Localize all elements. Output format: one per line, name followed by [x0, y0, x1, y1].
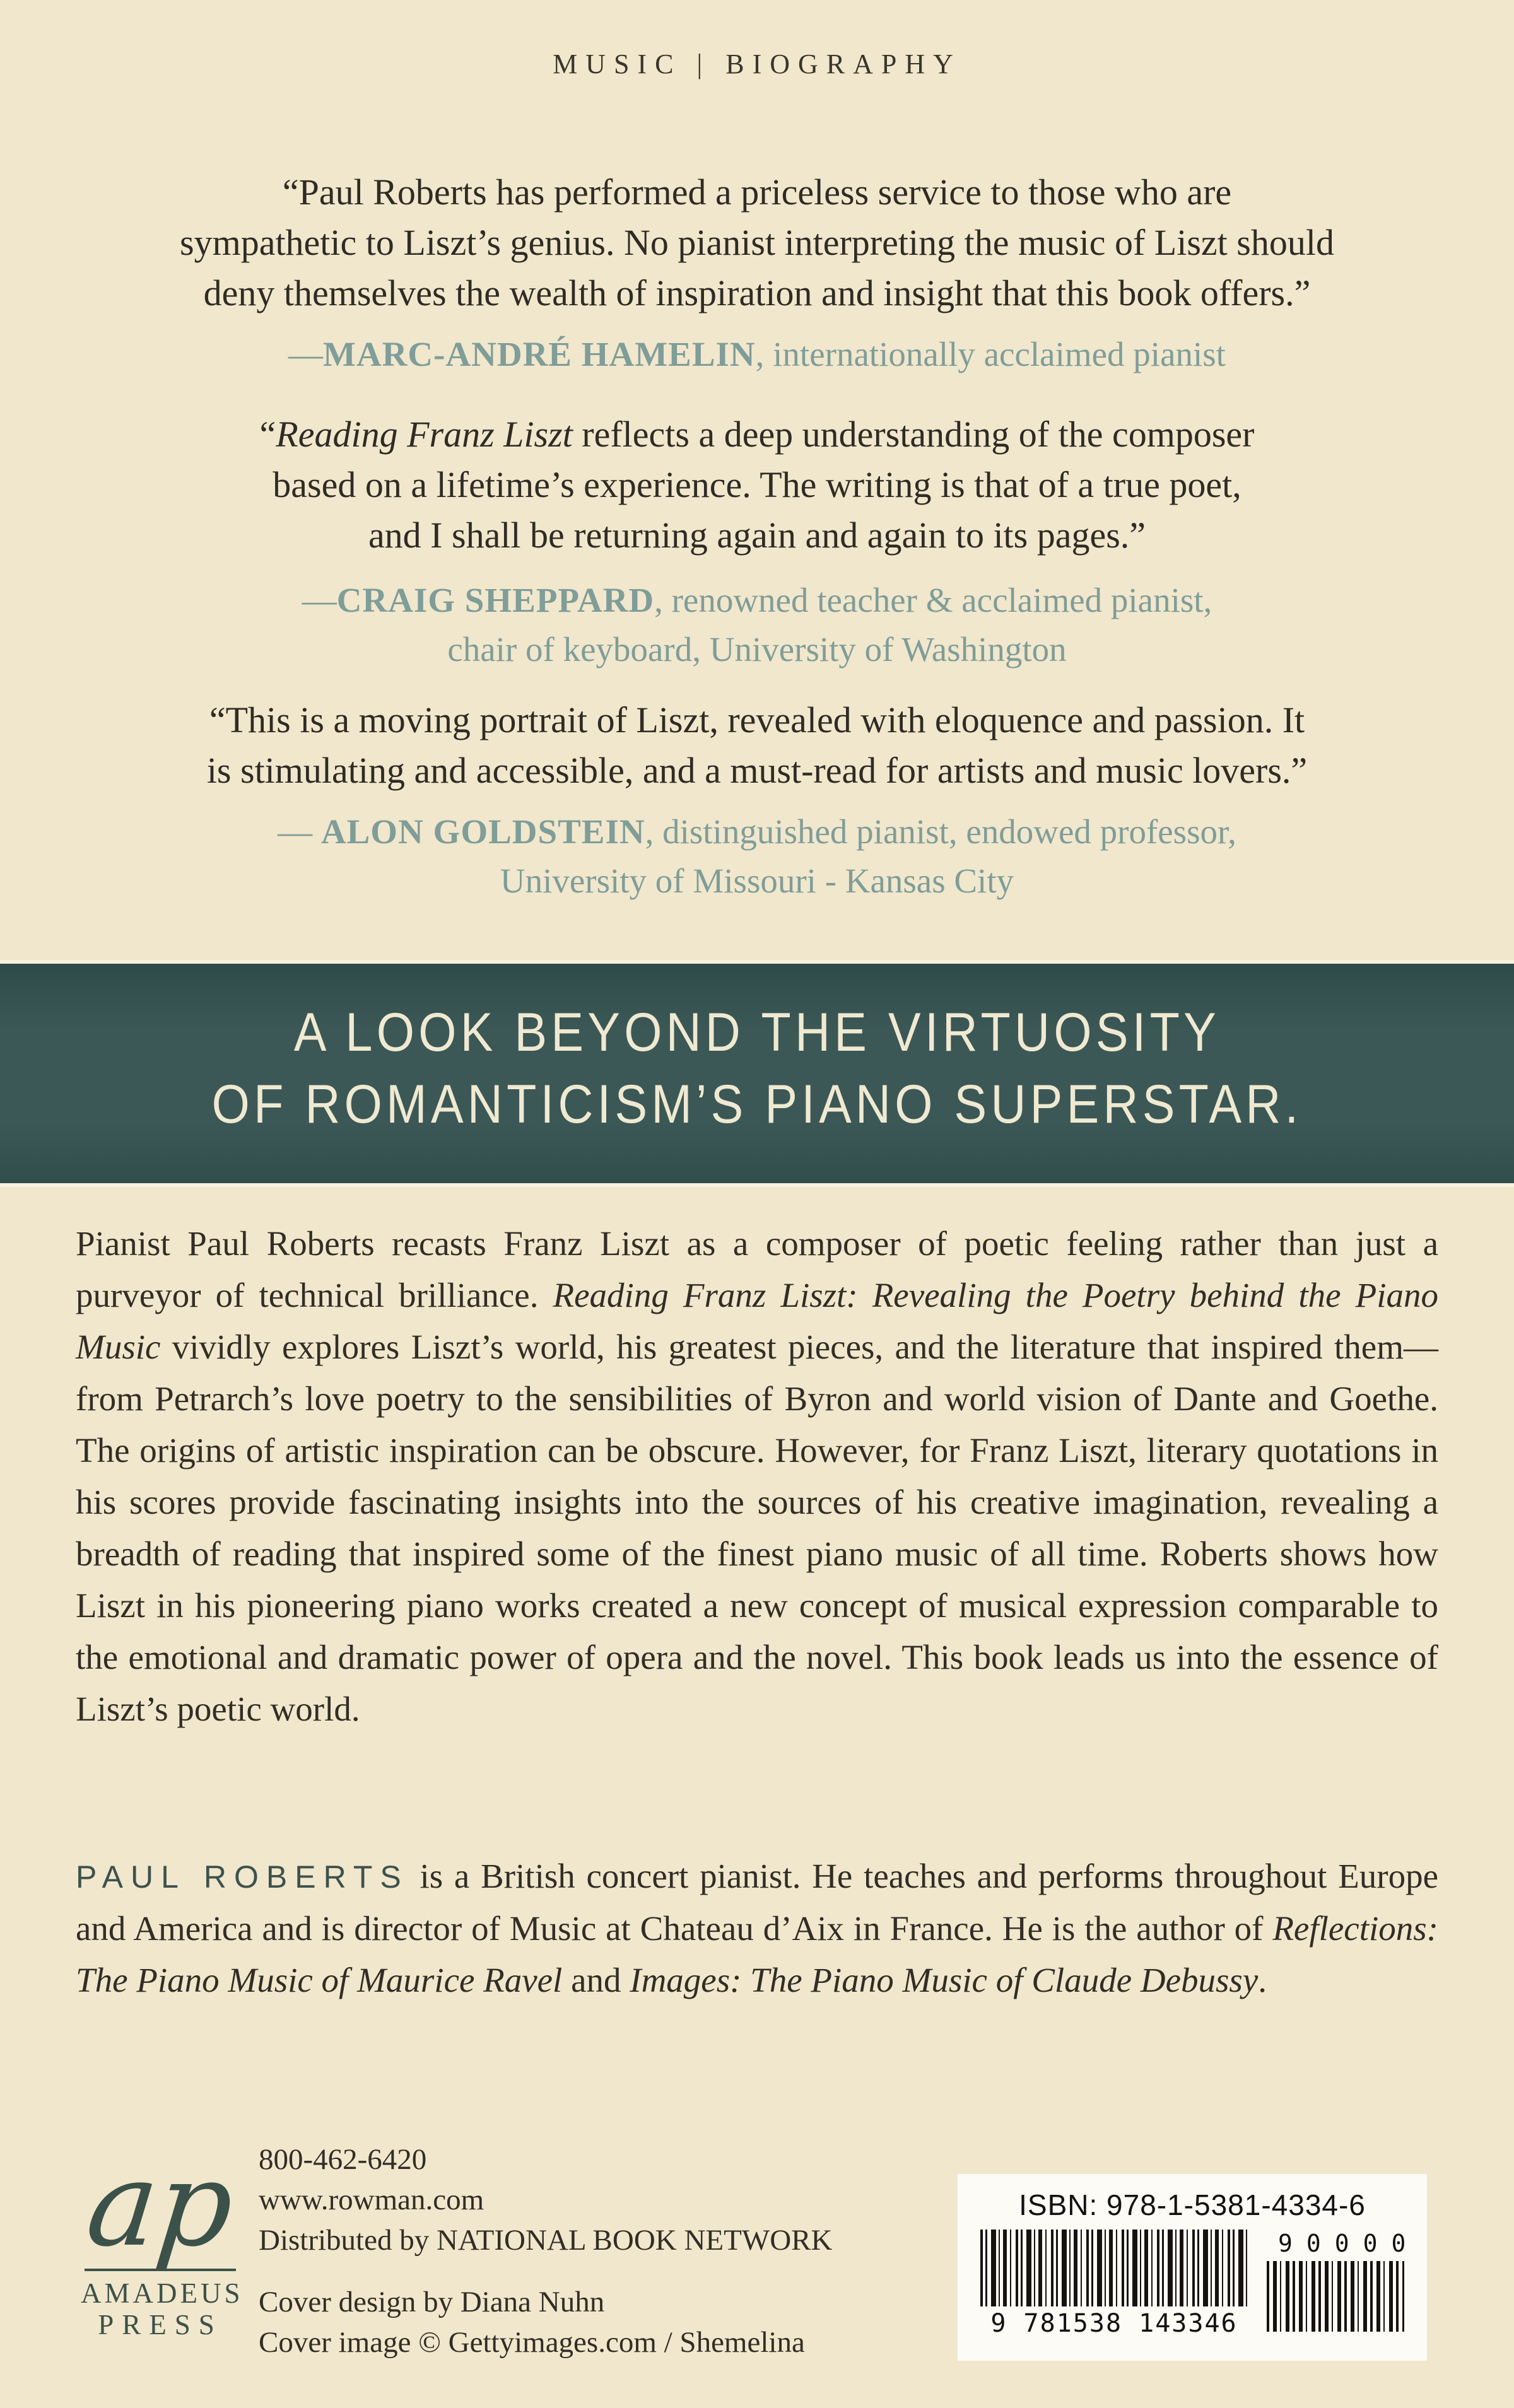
- description-text: vividly explores Liszt’s world, his greatest pieces, and the literature that inspired them—from Petrarch’s love poetry to the sensibilities of Byron and world vision of Dante and Goethe. The origins of artistic inspiration can be obscure. However, for Franz Liszt, literary quotations in his scores provide fascinating insights into the sources of his creative imagination, revealing a breadth of reading that inspired some of the finest piano music of all time. Roberts shows how Liszt in his pioneering piano works created a new concept of musical expression comparable to the emotional and dramatic power of opera and the novel. This book leads us into the essence of Liszt’s poetic world.: [76, 1328, 1438, 1728]
- tagline-line: OF ROMANTICISM’S PIANO SUPERSTAR.: [211, 1074, 1303, 1135]
- reviewer-role: , distinguished pianist, endowed professor,: [645, 812, 1236, 851]
- cover-image-credit: Cover image © Gettyimages.com / Shemelina: [259, 2326, 805, 2359]
- distribution-note: Distributed by NATIONAL BOOK NETWORK: [259, 2224, 833, 2257]
- review-attribution-2: [0, 576, 1514, 674]
- quote-open: “: [259, 414, 276, 455]
- quote-text: reflects a deep understanding of the composer: [572, 414, 1255, 455]
- review-attribution-3: [0, 807, 1514, 906]
- publisher-contact-block: [259, 2139, 832, 2363]
- attribution-line: [0, 576, 1514, 625]
- reviewer-name: ALON GOLDSTEIN: [320, 812, 645, 851]
- attribution-line: chair of keyboard, University of Washington: [447, 630, 1067, 669]
- isbn-label: ISBN: 978-1-5381-4334-6: [1019, 2189, 1366, 2221]
- ean-digits: 9 781538 143346: [990, 2309, 1238, 2338]
- phone-number: 800-462-6420: [259, 2143, 427, 2176]
- cover-design-credit: Cover design by Diana Nuhn: [259, 2286, 605, 2318]
- category-label: MUSIC | BIOGRAPHY: [553, 49, 961, 79]
- barcode-panel: [958, 2174, 1427, 2361]
- quote-line: is stimulating and accessible, and a must-read for artists and music lovers.”: [206, 750, 1308, 791]
- addon-barcode-bars-icon: [1267, 2261, 1404, 2332]
- reviewer-role: , renowned teacher & acclaimed pianist,: [654, 581, 1212, 619]
- publisher-name-amadeus: AMADEUS: [81, 2277, 244, 2309]
- book-title-italic: Reflections: The Piano Music of Maurice Ravel: [76, 1909, 1438, 1999]
- tagline-banner: [0, 960, 1514, 1187]
- reviewer-role: , internationally acclaimed pianist: [755, 335, 1226, 373]
- review-quote-1: [0, 167, 1514, 319]
- author-bio-paragraph: [76, 1850, 1438, 2006]
- attribution-dash: —: [278, 812, 321, 851]
- reviewer-name: MARC-ANDRÉ HAMELIN: [323, 335, 756, 373]
- price-addon-digits: 90000: [1278, 2230, 1420, 2257]
- review-quote-3: [0, 695, 1514, 796]
- quote-line: and I shall be returning again and again to its pages.”: [368, 515, 1146, 556]
- publisher-name-press: PRESS: [98, 2309, 223, 2341]
- tagline-line: A LOOK BEYOND THE VIRTUOSITY: [293, 1002, 1221, 1063]
- ean-barcode-bars-icon: [980, 2230, 1248, 2306]
- review-attribution-1: [0, 330, 1514, 379]
- ean-barcode: [980, 2230, 1248, 2338]
- bio-text: is a British concert pianist. He teaches and performs throughout Europe and America and is director of Music at Chateau d’Aix in France. He is the author of: [76, 1857, 1438, 1948]
- barcode-row: [980, 2230, 1420, 2338]
- quote-line: [0, 409, 1514, 460]
- quote-line: “Paul Roberts has performed a priceless service to those who are: [282, 172, 1232, 213]
- quote-line: deny themselves the wealth of inspiration and insight that this book offers.”: [203, 272, 1311, 313]
- attribution-dash: —: [302, 581, 337, 619]
- quote-line: based on a lifetime’s experience. The writing is that of a true poet,: [273, 464, 1241, 505]
- book-title-italic: Reading Franz Liszt: Revealing the Poetry behind the Piano Music: [76, 1276, 1438, 1366]
- book-title-italic: Reading Franz Liszt: [276, 414, 573, 455]
- website-url: www.rowman.com: [259, 2183, 484, 2216]
- description-paragraph: [76, 1218, 1438, 1735]
- attribution-line: University of Missouri - Kansas City: [500, 862, 1014, 900]
- price-addon-barcode: [1267, 2230, 1420, 2338]
- bio-text: and: [562, 1961, 630, 1999]
- quote-line: sympathetic to Liszt’s genius. No pianist interpreting the music of Liszt should: [180, 222, 1334, 263]
- logo-monogram-icon: ap: [81, 2136, 240, 2272]
- attribution-dash: —: [288, 335, 324, 373]
- book-title-italic: Images: The Piano Music of Claude Debussy: [630, 1961, 1259, 1999]
- amadeus-press-logo: [81, 2136, 244, 2341]
- description-text: Pianist Paul Roberts recasts Franz Liszt as a composer of poetic feeling rather than just a purveyor of technical brilliance.: [76, 1224, 1438, 1314]
- attribution-line: [0, 807, 1514, 856]
- bio-text: .: [1258, 1961, 1267, 1999]
- quote-line: “This is a moving portrait of Liszt, revealed with eloquence and passion. It: [209, 699, 1305, 740]
- reviewer-name: CRAIG SHEPPARD: [336, 581, 655, 619]
- author-name: PAUL ROBERTS: [76, 1859, 409, 1895]
- review-quote-2: [0, 409, 1514, 561]
